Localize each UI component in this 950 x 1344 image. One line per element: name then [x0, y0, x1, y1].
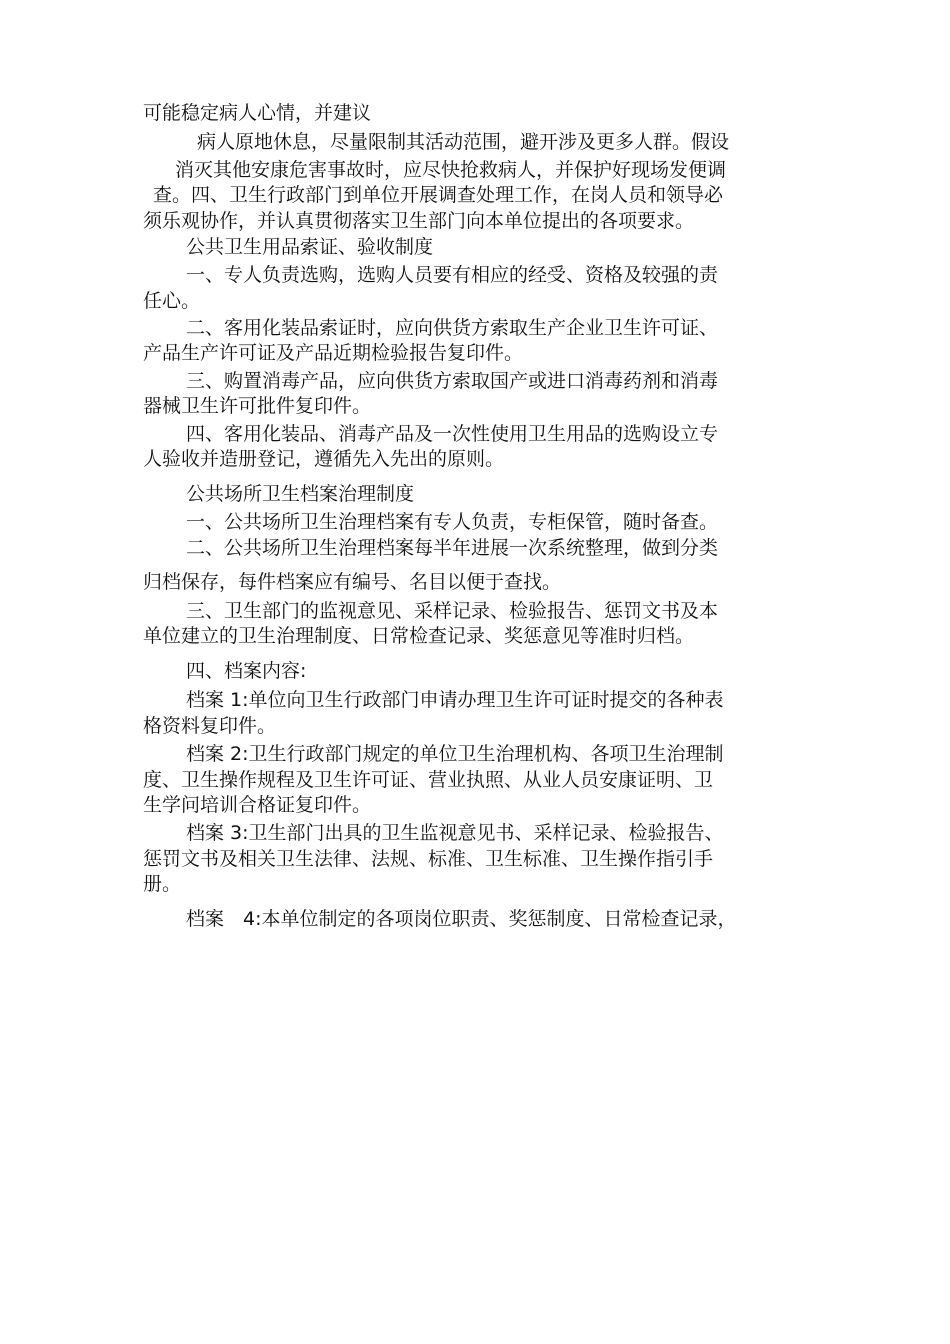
text-line: 三、卫生部门的监视意见、采样记录、检验报告、惩罚文书及本 — [186, 600, 719, 622]
text-line: 归档保存，每件档案应有编号、名目以便于查找。 — [143, 571, 562, 593]
text-line: 单位建立的卫生治理制度、日常检查记录、奖惩意见等准时归档。 — [143, 625, 695, 647]
section-heading: 公共卫生用品索证、验收制度 — [186, 236, 434, 258]
text-line: 四、档案内容: — [186, 660, 307, 682]
text-line: 档案 2:卫生行政部门规定的单位卫生治理机构、各项卫生治理制 — [186, 743, 724, 765]
text-line: 器械卫生许可批件复印件。 — [143, 395, 372, 417]
text-line: 档案 4:本单位制定的各项岗位职责、奖惩制度、日常检查记录， — [186, 908, 737, 930]
text-line: 可能稳定病人心情，并建议 — [143, 102, 372, 124]
text-line: 三、购置消毒产品，应向供货方索取国产或进口消毒药剂和消毒 — [186, 370, 719, 392]
text-line: 生学问培训合格证复印件。 — [143, 794, 372, 816]
text-line: 档案 1:单位向卫生行政部门申请办理卫生许可证时提交的各种表 — [186, 689, 724, 711]
text-line: 册。 — [143, 873, 182, 895]
text-line: 度、卫生操作规程及卫生许可证、营业执照、从业人员安康证明、卫 — [143, 769, 714, 791]
text-line: 产品生产许可证及产品近期检验报告复印件。 — [143, 342, 524, 364]
text-line: 一、公共场所卫生治理档案有专人负责，专柜保管，随时备查。 — [186, 511, 719, 533]
text-line: 消灭其他安康危害事故时，应尽快抢救病人，并保护好现场发便调 — [175, 159, 727, 181]
section-heading: 公共场所卫生档案治理制度 — [186, 483, 415, 505]
text-line: 查。四、卫生行政部门到单位开展调查处理工作，在岗人员和领导必 — [153, 184, 724, 206]
text-line: 二、客用化装品索证时，应向供货方索取生产企业卫生许可证、 — [186, 317, 719, 339]
text-line: 任心。 — [143, 290, 201, 312]
text-line: 二、公共场所卫生治理档案每半年进展一次系统整理，做到分类 — [186, 537, 719, 559]
text-line: 惩罚文书及相关卫生法律、法规、标准、卫生标准、卫生操作指引手 — [143, 848, 714, 870]
text-line: 人验收并造册登记，遵循先入先出的原则。 — [143, 448, 505, 470]
text-line: 四、客用化装品、消毒产品及一次性使用卫生用品的选购设立专 — [186, 423, 719, 445]
text-line: 病人原地休息，尽量限制其活动范围，避开涉及更多人群。假设 — [197, 131, 730, 153]
text-line: 一、专人负责选购，选购人员要有相应的经受、资格及较强的责 — [186, 264, 719, 286]
text-line: 格资料复印件。 — [143, 715, 277, 737]
text-line: 须乐观协作，并认真贯彻落实卫生部门向本单位提出的各项要求。 — [143, 210, 695, 232]
text-line: 档案 3:卫生部门出具的卫生监视意见书、采样记录、检验报告、 — [186, 822, 724, 844]
